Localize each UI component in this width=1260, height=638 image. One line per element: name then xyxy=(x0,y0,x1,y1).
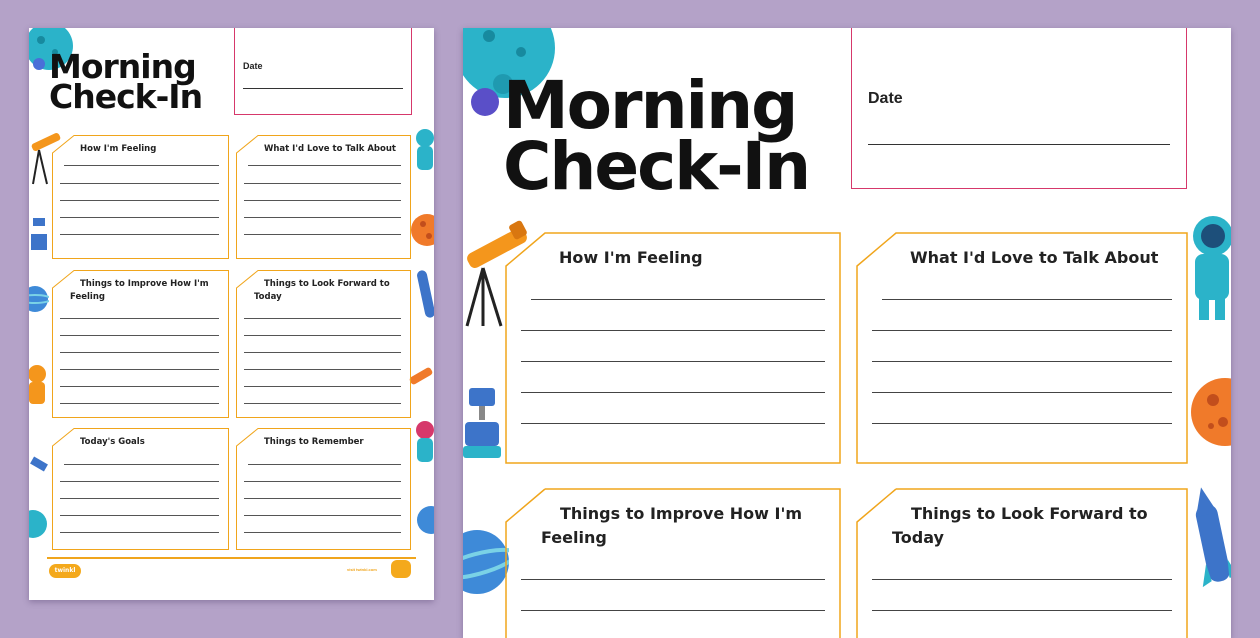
write-line[interactable] xyxy=(64,165,219,166)
planet-icon xyxy=(411,210,434,250)
write-line[interactable] xyxy=(872,392,1172,393)
date-box xyxy=(851,28,1187,189)
write-line[interactable] xyxy=(60,352,219,353)
twinkl-logo: twinkl xyxy=(49,564,81,578)
panel-things-to-look-forward-to xyxy=(236,270,411,418)
write-line[interactable] xyxy=(521,579,825,580)
write-line[interactable] xyxy=(244,532,401,533)
panel-what-id-love-to-talk-about xyxy=(236,135,411,259)
panel-what-id-love-to-talk-about xyxy=(856,232,1188,464)
write-line[interactable] xyxy=(60,481,219,482)
worksheet-preview-small xyxy=(29,28,434,600)
planet-icon xyxy=(463,512,509,612)
astronaut-icon xyxy=(29,364,51,410)
panel-title: What I'd Love to Talk About xyxy=(264,144,396,154)
satellite-icon xyxy=(29,456,51,480)
date-box xyxy=(234,28,412,115)
telescope-icon xyxy=(407,364,434,394)
write-line[interactable] xyxy=(60,386,219,387)
write-line[interactable] xyxy=(872,610,1172,611)
panel-title: Things to Improve How I'm Feeling xyxy=(70,279,209,302)
write-line[interactable] xyxy=(60,217,219,218)
robot-icon xyxy=(29,216,51,256)
write-line[interactable] xyxy=(521,392,825,393)
write-line[interactable] xyxy=(60,183,219,184)
write-line[interactable] xyxy=(248,165,401,166)
panel-title: Things to Look Forward to Today xyxy=(892,504,1148,547)
panel-things-to-remember xyxy=(236,428,411,550)
panel-title: Things to Look Forward to Today xyxy=(254,279,390,302)
write-line[interactable] xyxy=(244,234,401,235)
astronaut-icon xyxy=(411,128,434,176)
write-line[interactable] xyxy=(60,369,219,370)
panel-things-to-improve xyxy=(52,270,229,418)
astronaut-icon xyxy=(411,420,434,466)
planet-icon xyxy=(29,282,49,316)
title-line-2: Check-In xyxy=(503,127,810,205)
date-write-line[interactable] xyxy=(243,88,403,89)
date-write-line[interactable] xyxy=(868,144,1170,145)
panel-title: Today's Goals xyxy=(80,437,145,447)
panel-how-im-feeling xyxy=(505,232,841,464)
write-line[interactable] xyxy=(244,515,401,516)
footer-divider xyxy=(47,557,416,559)
write-line[interactable] xyxy=(244,403,401,404)
write-line[interactable] xyxy=(872,330,1172,331)
write-line[interactable] xyxy=(244,217,401,218)
write-line[interactable] xyxy=(60,515,219,516)
write-line[interactable] xyxy=(244,318,401,319)
write-line[interactable] xyxy=(244,481,401,482)
write-line[interactable] xyxy=(60,403,219,404)
write-line[interactable] xyxy=(60,335,219,336)
panel-title: Things to Remember xyxy=(264,437,364,447)
panel-title: How I'm Feeling xyxy=(559,248,703,267)
worksheet-zoomed xyxy=(463,28,1231,638)
rocket-icon xyxy=(413,266,434,326)
write-line[interactable] xyxy=(244,352,401,353)
write-line[interactable] xyxy=(60,532,219,533)
write-line[interactable] xyxy=(60,200,219,201)
page-title xyxy=(503,67,810,205)
panel-things-to-look-forward-to xyxy=(856,488,1188,638)
twinkl-badge-icon xyxy=(391,560,411,578)
title-line-2: Check-In xyxy=(49,77,203,117)
panel-things-to-improve xyxy=(505,488,841,638)
write-line[interactable] xyxy=(244,200,401,201)
date-label: Date xyxy=(868,90,903,107)
write-line[interactable] xyxy=(872,361,1172,362)
robot-icon xyxy=(463,386,503,460)
astronaut-icon xyxy=(1185,214,1231,324)
write-line[interactable] xyxy=(244,335,401,336)
panel-todays-goals xyxy=(52,428,229,550)
write-line[interactable] xyxy=(531,299,825,300)
write-line[interactable] xyxy=(244,386,401,387)
write-line[interactable] xyxy=(64,464,219,465)
planet-icon xyxy=(1191,374,1231,450)
write-line[interactable] xyxy=(521,423,825,424)
write-line[interactable] xyxy=(521,330,825,331)
planet-icon xyxy=(29,506,47,542)
write-line[interactable] xyxy=(244,498,401,499)
write-line[interactable] xyxy=(60,234,219,235)
footer-url: visit twinkl.com xyxy=(347,567,377,572)
panel-how-im-feeling xyxy=(52,135,229,259)
write-line[interactable] xyxy=(872,423,1172,424)
title-line-1: Morning xyxy=(49,47,196,86)
write-line[interactable] xyxy=(244,183,401,184)
panel-title: Things to Improve How I'm Feeling xyxy=(541,504,803,547)
write-line[interactable] xyxy=(248,464,401,465)
panel-title: How I'm Feeling xyxy=(80,144,157,154)
write-line[interactable] xyxy=(60,318,219,319)
title-line-1: Morning xyxy=(503,67,797,144)
write-line[interactable] xyxy=(60,498,219,499)
write-line[interactable] xyxy=(872,579,1172,580)
planet-icon xyxy=(415,500,434,540)
write-line[interactable] xyxy=(244,369,401,370)
write-line[interactable] xyxy=(882,299,1172,300)
rocket-icon xyxy=(1193,484,1231,594)
page-title xyxy=(49,47,203,117)
write-line[interactable] xyxy=(521,610,825,611)
date-label: Date xyxy=(243,61,263,71)
panel-title: What I'd Love to Talk About xyxy=(910,248,1159,267)
write-line[interactable] xyxy=(521,361,825,362)
